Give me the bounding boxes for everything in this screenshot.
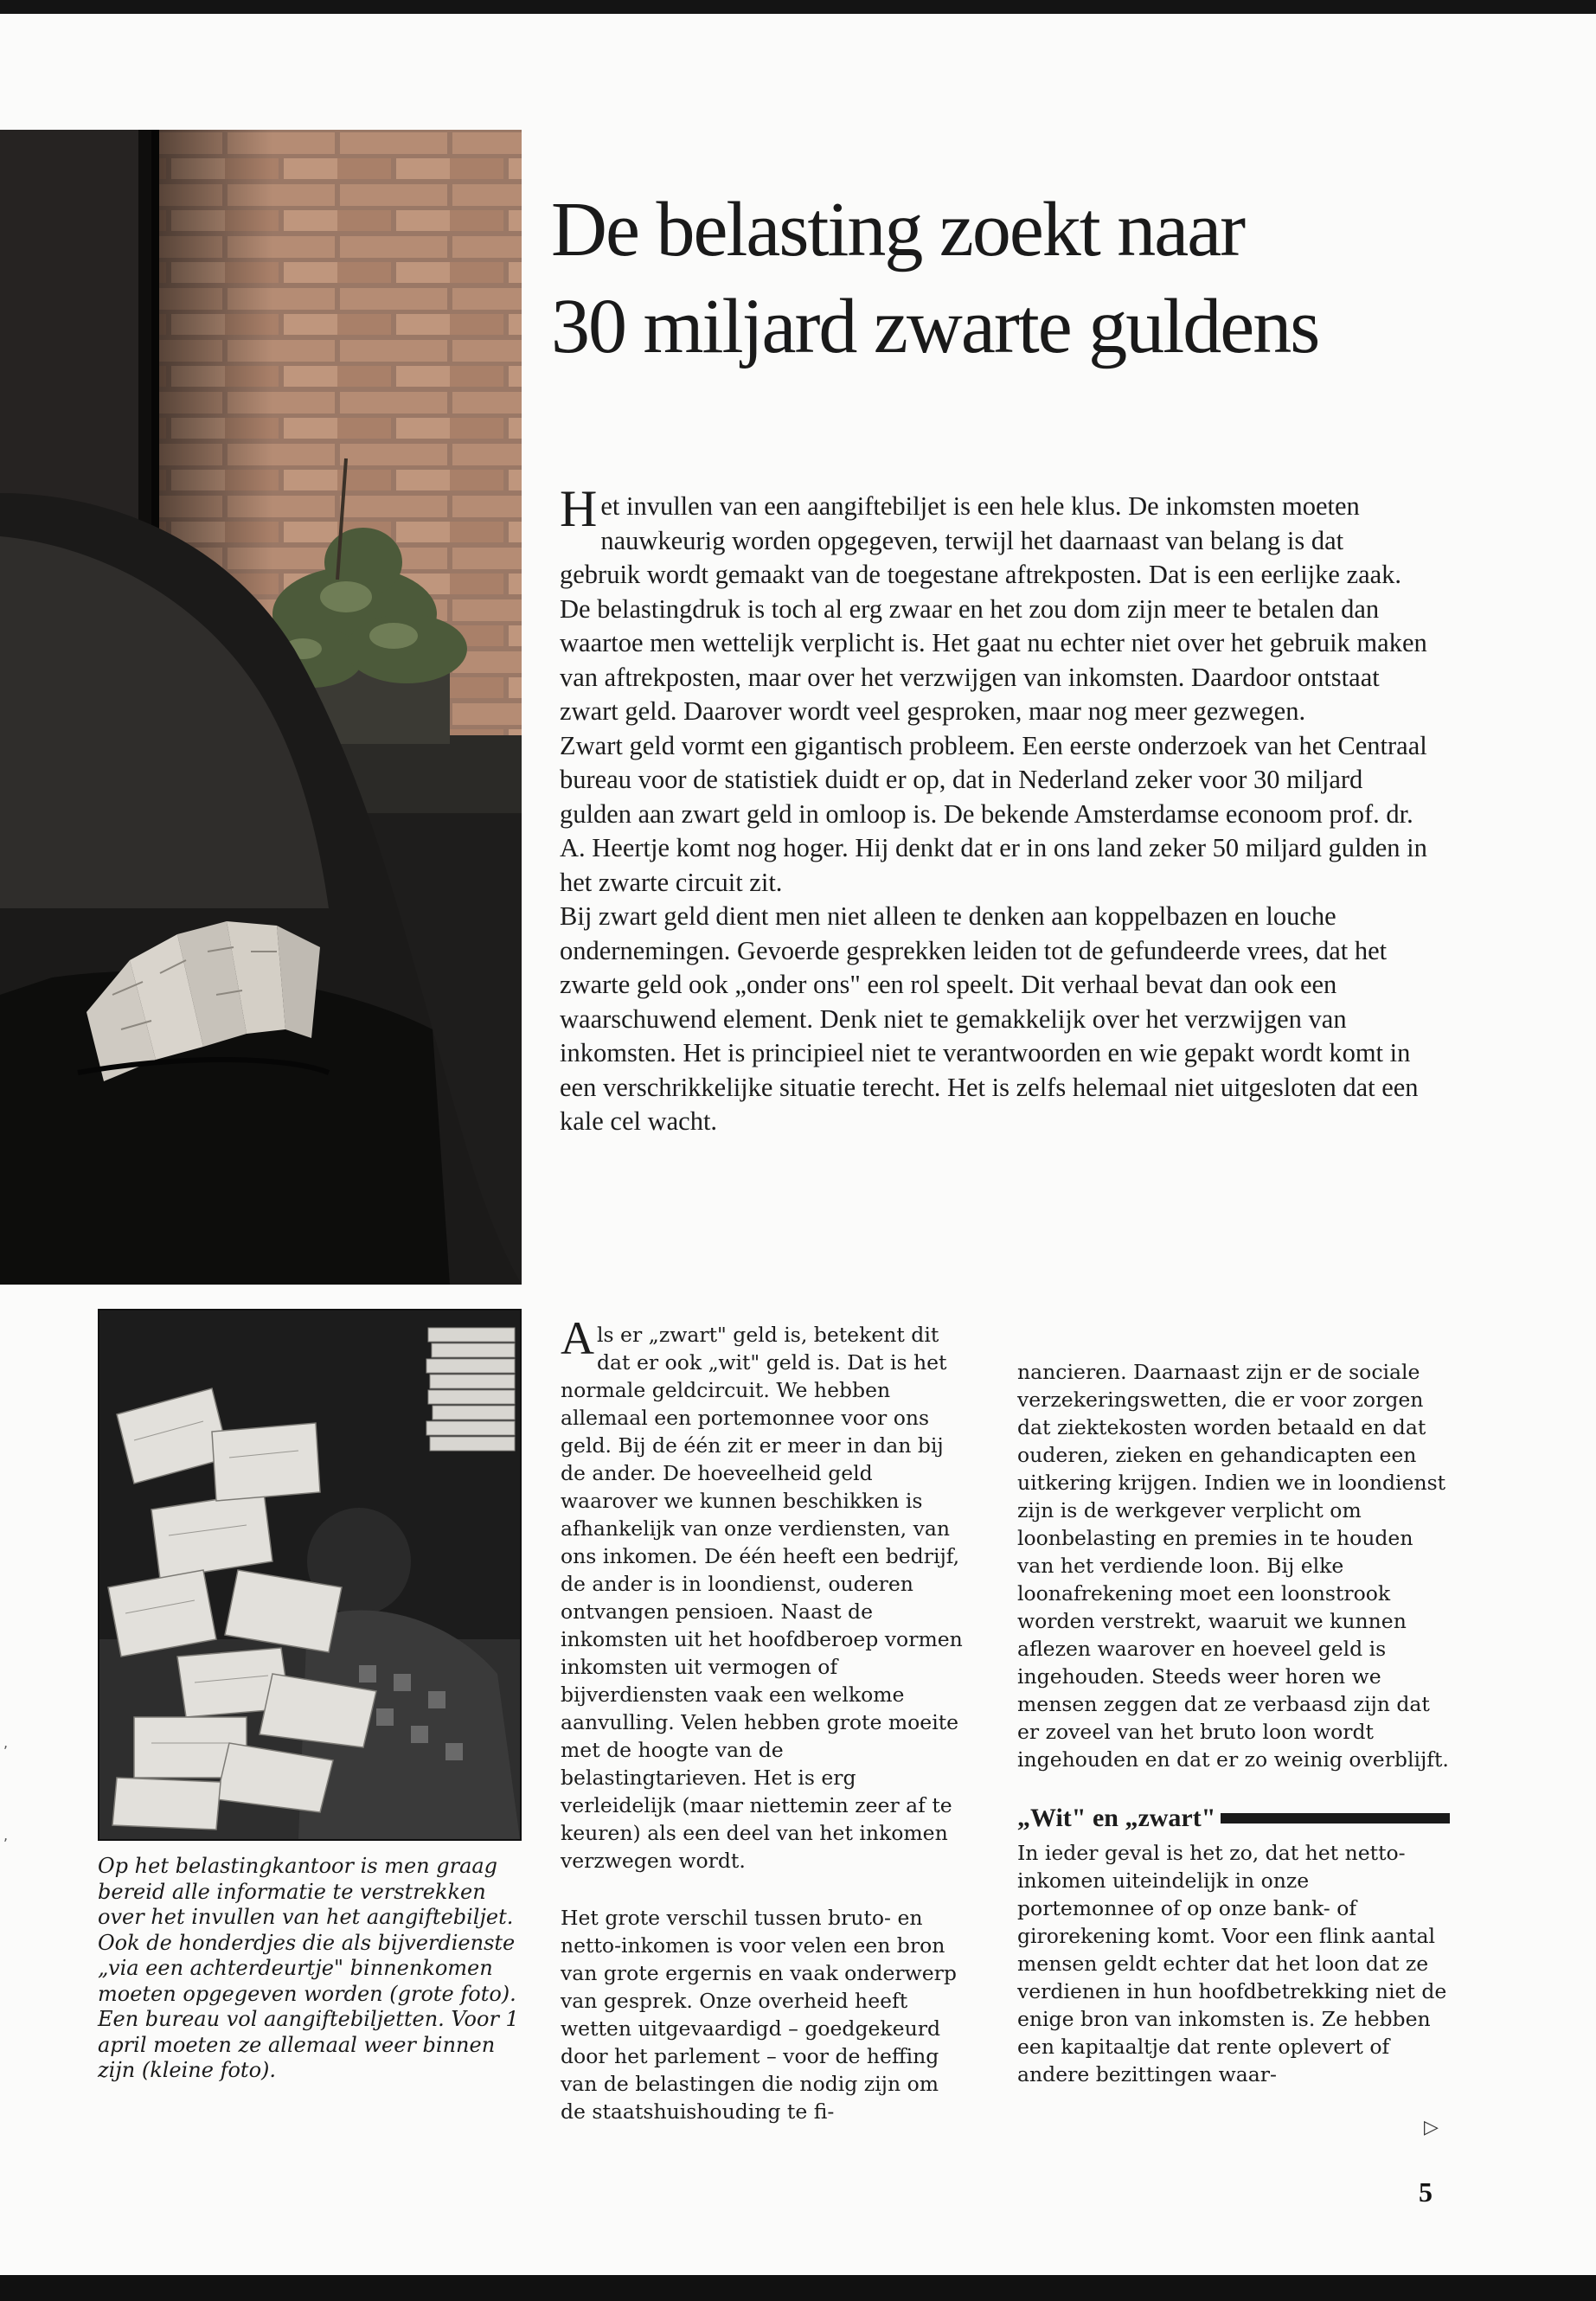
title-line-2: 30 miljard zwarte guldens bbox=[551, 284, 1319, 369]
intro-text bbox=[560, 480, 1429, 1139]
column2-paragraph-2: In ieder geval is het zo, dat het netto-inkomen uiteindelijk in onze portemonnee of op onze bank- of girorekening komt. Voor een flink aantal mensen geldt echter dat het loon dat ze verdienen in hun hoofdbetrekking niet de enige bron van inkomsten is. Ze hebben een kapitaaltje dat rente oplevert of andere bezittingen waar- bbox=[1017, 1841, 1447, 2086]
intro-paragraph-3: Bij zwart geld dient men niet alleen te denken aan koppelbazen en louche ondernemingen. Gevoerde gesprekken leiden tot de gefundeerde vrees, dat het zwarte geld ook „onder ons" een rol speelt. Dit verhaal bevat dan ook een waarschuwend element. Denk niet te gemakkelijk over het verzwijgen van inkomsten. Het is principieel niet te verantwoorden en wie gepakt wordt komt in een verschrikkelijke situatie terecht. Het is zelfs helemaal niet uitgesloten dat een kale cel wacht. bbox=[560, 901, 1419, 1136]
intro-paragraph-2: Zwart geld vormt een gigantisch probleem. Een eerste onderzoek van het Centraal bureau voor de statistiek duidt er op, dat in Nederland zeker voor 30 miljard gulden aan zwart geld in omloop is. De bekende Amsterdamse econoom prof. dr. A. Heertje komt nog hoger. Hij denkt dat er in ons land zeker 50 miljard gulden in het zwarte circuit zit. bbox=[560, 730, 1427, 897]
bottom-rule bbox=[0, 2275, 1596, 2301]
top-rule bbox=[0, 0, 1596, 14]
intro-paragraph-1-text: et invullen van een aangiftebiljet is een hele klus. De inkomsten moeten nauwkeurig worden opgegeven, terwijl het daarnaast van belang is dat gebruik wordt gemaakt van de toegestane aftrekposten. Dat is een eerlijke zaak. De belastingdruk is toch al erg zwaar en het zou dom zijn meer te betalen dan waartoe men wettelijk verplicht is. Het gaat nu echter niet over het gebruik maken van aftrekposten, maar over het verzwijgen van inkomsten. Daardoor ontstaat zwart geld. Daarover wordt veel gesproken, maar nog meer gezwegen. bbox=[560, 491, 1427, 726]
margin-mark: , bbox=[3, 1734, 9, 1751]
intro-dropcap: H bbox=[560, 480, 598, 537]
margin-mark: , bbox=[3, 1827, 9, 1843]
main-photo-illustration bbox=[0, 130, 522, 1285]
page-number: 5 bbox=[1419, 2176, 1433, 2208]
small-photo bbox=[98, 1309, 522, 1841]
column1-paragraph-1-text: ls er „zwart" geld is, betekent dit dat er ook „wit" geld is. Dat is het normale geldcircuit. We hebben allemaal een portemonnee voor ons geld. Bij de één zit er meer in dan bij de ander. De hoeveelheid geld waarover we kunnen beschikken is afhankelijk van onze verdiensten, van ons inkomen. De één heeft een bedrijf, de ander is in loondienst, ouderen ontvangen pensioen. Naast de inkomsten uit het hoofdberoep vormen inkomsten uit vermogen of bijverdiensten vaak een welkome aanvulling. Velen hebben grote moeite met de hoogte van de belastingtarieven. Het is erg verleidelijk (maar niettemin zeer af te keuren) als een deel van het inkomen verzwegen wordt. bbox=[561, 1323, 963, 1873]
main-photo bbox=[0, 130, 522, 1285]
column2-paragraph-1: nancieren. Daarnaast zijn er de sociale verzekeringswetten, die er voor zorgen dat ziektekosten worden betaald en dat ouderen, zieken en gehandicapten een uitkering krijgen. Indien we in loondienst zijn is de werkgever verplicht om loonbelasting en premies in te houden van het verdiende loon. Bij elke loonafrekening moet een loonstrook worden verstrekt, waaruit we kunnen aflezen waarover en hoeveel geld is ingehouden. Steeds weer horen we mensen zeggen dat ze verbaasd zijn dat er zoveel van het bruto loon wordt ingehouden en dat er zo weinig overblijft. bbox=[1017, 1360, 1449, 1772]
subheading-bar bbox=[1221, 1813, 1450, 1823]
caption-text-1: Op het belastingkantoor is men graag bereid alle informatie te verstrekken over het invullen van het aangiftebiljet. Ook de honderdjes die als bijverdienste „via een achterdeurtje" binnenkomen moeten opgegeven worden (grote foto). bbox=[98, 1854, 516, 2006]
section-subheading bbox=[1017, 1803, 1450, 1834]
caption-text-2: Een bureau vol aangiftebiljetten. Voor 1 april moeten ze allemaal weer binnen zijn (kleine foto). bbox=[98, 2007, 519, 2082]
photo-caption bbox=[98, 1854, 522, 2084]
body-column-2 bbox=[1017, 1358, 1450, 2118]
subheading-text: „Wit" en „zwart" bbox=[1017, 1804, 1216, 1832]
column1-paragraph-2: Het grote verschil tussen bruto- en netto-inkomen is voor velen een bron van grote ergernis en vaak onderwerp van gesprek. Onze overheid heeft wetten uitgevaardigd – goedgekeurd door het parlement – voor de heffing van de belastingen die nodig zijn om de staatshuishouding te fi- bbox=[561, 1906, 957, 2124]
continue-arrow-icon: ▷ bbox=[1424, 2117, 1439, 2138]
title-line-1: De belasting zoekt naar bbox=[551, 187, 1245, 272]
article-title bbox=[551, 182, 1546, 375]
body-column-1 bbox=[561, 1312, 967, 2155]
intro-paragraph-1 bbox=[560, 480, 1429, 729]
small-photo-illustration bbox=[99, 1311, 520, 1839]
column1-dropcap: A bbox=[561, 1312, 594, 1364]
column1-paragraph-1 bbox=[561, 1312, 967, 1875]
